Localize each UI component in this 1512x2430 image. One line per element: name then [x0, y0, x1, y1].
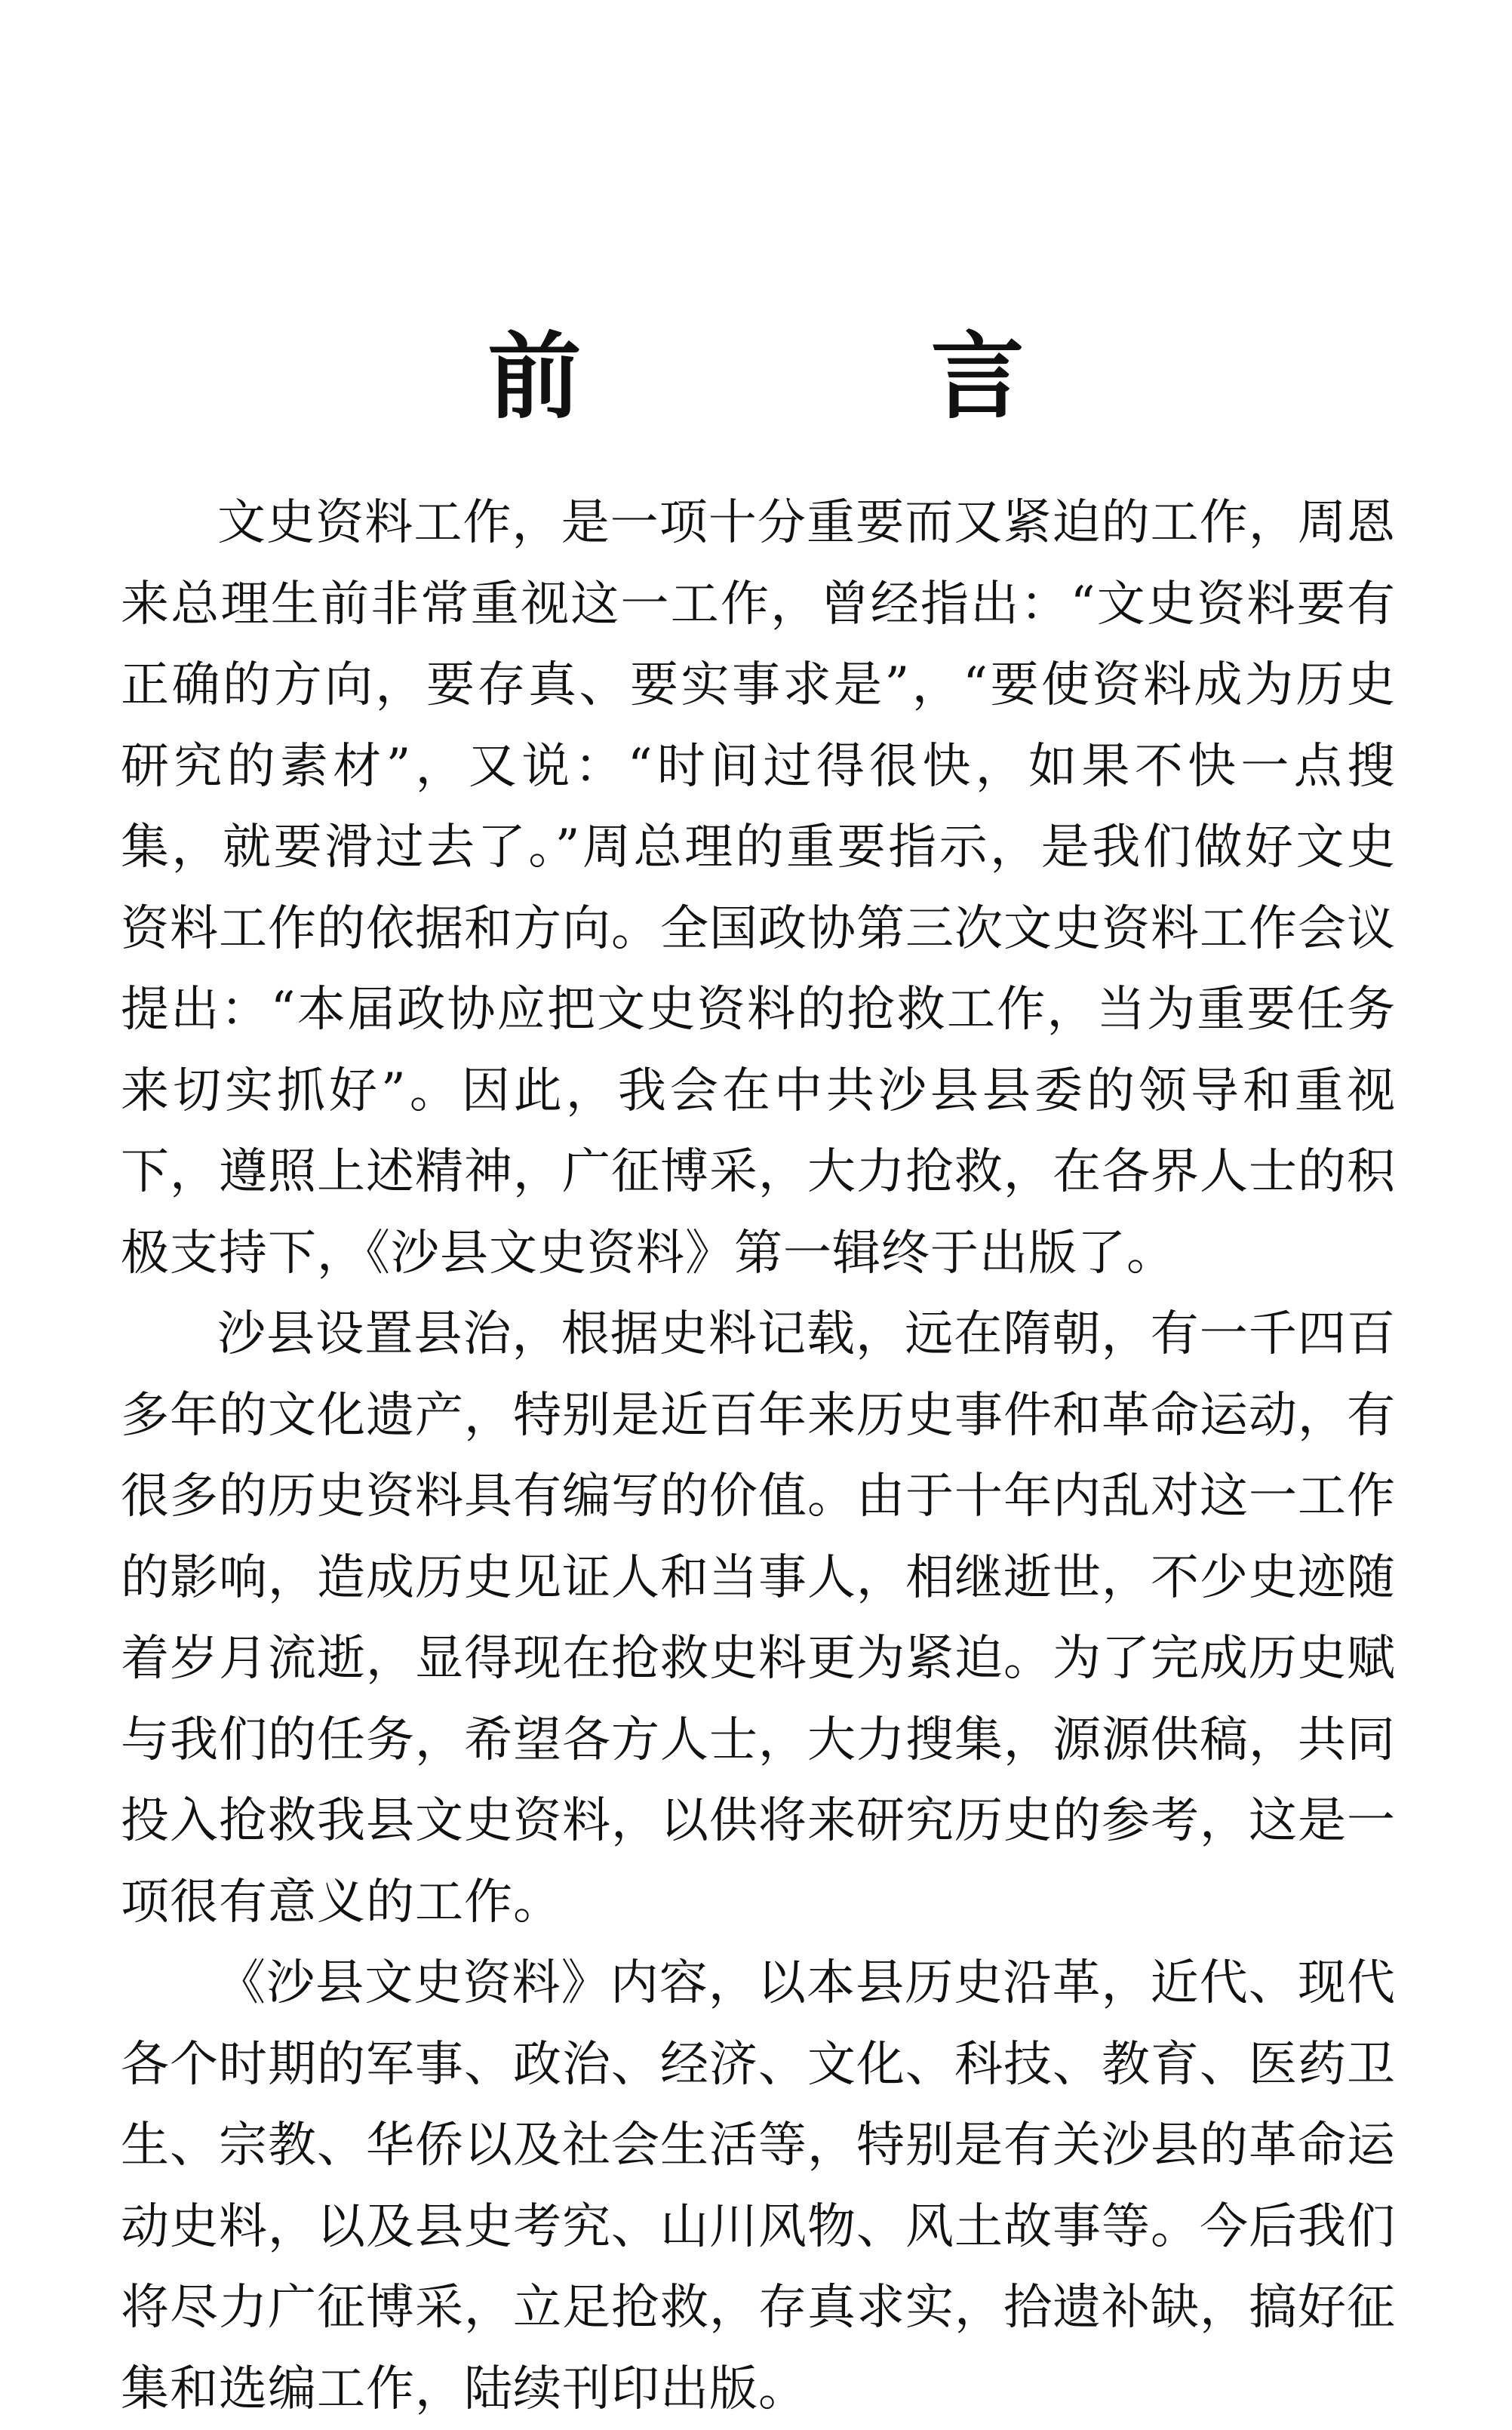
paragraph-2: 沙县设置县治，根据史料记载，远在隋朝，有一千四百多年的文化遗产，特别是近百年来历史事件和革命运动，有很多的历史资料具有编写的价值。由于十年内乱对这一工作的影响，造成历史见证人和当事人，相继逝世，不少史迹随着岁月流逝，显得现在抢救史料更为紧迫。为了完成历史赋与我们的任务，希望各方人士，大力搜集，源源供稿，共同投入抢救我县文史资料，以供将来研究历史的参考，这是一项很有意义的工作。	[121, 1306, 1396, 1930]
page-title: 前 言	[487, 323, 1183, 432]
preface-body	[121, 483, 1396, 2430]
paragraph-1: 文史资料工作，是一项十分重要而又紧迫的工作，周恩来总理生前非常重视这一工作，曾经指出：“文史资料要有正确的方向，要存真、要实事求是”，“要使资料成为历史研究的素材”，又说：“时间过得很快，如果不快一点搜集，就要滑过去了。”周总理的重要指示，是我们做好文史资料工作的依据和方向。全国政协第三次文史资料工作会议提出：“本届政协应把文史资料的抢救工作，当为重要任务来切实抓好”。因此，我会在中共沙县县委的领导和重视下，遵照上述精神，广征博采，大力抢救，在各界人士的积极支持下，《沙县文史资料》第一辑终于出版了。	[121, 495, 1396, 1281]
paragraph-3: 《沙县文史资料》内容，以本县历史沿革，近代、现代各个时期的军事、政治、经济、文化、科技、教育、医药卫生、宗教、华侨以及社会生活等，特别是有关沙县的革命运动史料，以及县史考究、山川风物、风土故事等。今后我们将尽力广征博采，立足抢救，存真求实，拾遗补缺，搞好征集和选编工作，陆续刊印出版。	[121, 1955, 1396, 2417]
